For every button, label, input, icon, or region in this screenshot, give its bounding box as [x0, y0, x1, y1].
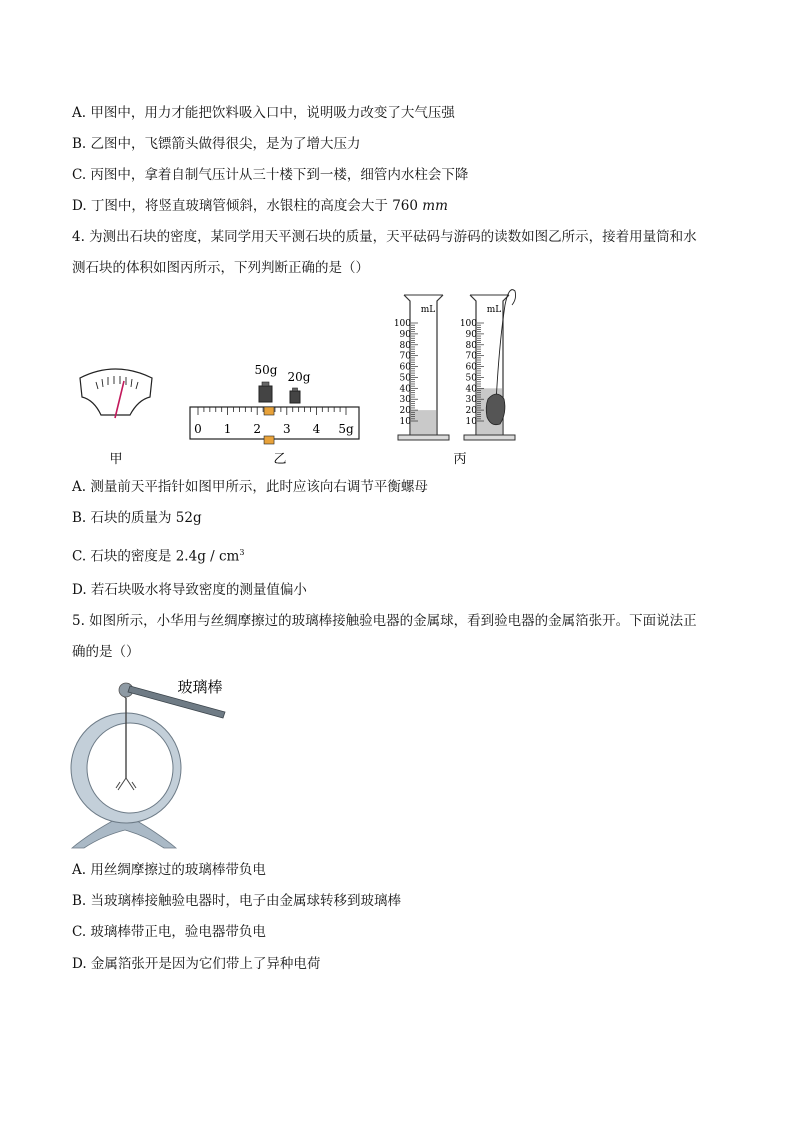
rider-top	[264, 407, 274, 415]
cylinder-tick-label: 20	[465, 406, 477, 417]
q5-option-c: C. 玻璃棒带正电，验电器带负电	[72, 924, 266, 940]
cylinder-tick-label: 50	[399, 373, 411, 384]
cylinder-tick-label: 100	[393, 319, 411, 329]
rider-bottom	[264, 436, 274, 444]
q5-option-d: D. 金属箔张开是因为它们带上了异种电荷	[72, 956, 321, 972]
q3-option-a: A. 甲图中，用力才能把饮料吸入口中，说明吸力改变了大气压强	[72, 105, 455, 121]
q5-stem-line1: 5. 如图所示，小华用与丝绸摩擦过的玻璃棒接触验电器的金属球，看到验电器的金属箔张开。下面说法正	[72, 613, 697, 629]
scale-tick-label: 1	[223, 422, 232, 436]
rider-scale	[190, 407, 359, 439]
cylinder-tick-label: 40	[465, 384, 477, 395]
cylinder-tick-label: 50	[465, 373, 477, 384]
q3-option-d-text: D. 丁图中，将竖直玻璃管倾斜，水银柱的高度会大于 760	[72, 198, 418, 214]
scale-tick-label: 0	[194, 422, 202, 436]
figure-label-bing: 丙	[453, 452, 467, 467]
scale-tick-label: 5g	[338, 422, 354, 436]
cylinder-tick-label: 30	[465, 395, 477, 406]
q4-option-b: B. 石块的质量为 52g	[72, 510, 202, 526]
scale-tick-label: 3	[282, 422, 291, 436]
q3-option-b: B. 乙图中，飞镖箭头做得很尖，是为了增大压力	[72, 136, 361, 152]
cylinder1-tick-labels	[394, 319, 411, 427]
cylinder-tick-label: 60	[465, 362, 477, 373]
cylinder-tick-label: 20	[399, 406, 411, 417]
scale-tick-label: 4	[312, 422, 321, 436]
q4-stem-line1: 4. 为测出石块的密度，某同学用天平测石块的质量，天平砝码与游码的读数如图乙所示，接着用量筒和水	[72, 229, 697, 245]
cylinder-tick-label: 40	[399, 384, 411, 395]
cylinder-tick-label: 90	[399, 329, 411, 340]
stone	[486, 394, 505, 425]
q4-option-c-exponent: 3	[239, 548, 245, 557]
water-before	[411, 410, 436, 435]
q5-option-a: A. 用丝绸摩擦过的玻璃棒带负电	[72, 862, 266, 878]
weight-50g-label: 50g	[254, 363, 278, 377]
cylinder-tick-label: 10	[465, 417, 477, 427]
q3-option-d-unit: mm	[422, 198, 448, 214]
figure-label-yi: 乙	[273, 452, 287, 467]
q4-option-a: A. 测量前天平指针如图甲所示，此时应该向右调节平衡螺母	[72, 479, 428, 495]
q4-option-c	[72, 543, 244, 567]
cylinder1-unit: mL	[420, 305, 436, 315]
q4-option-d: D. 若石块吸水将导致密度的测量值偏小	[72, 582, 307, 598]
weight-20g	[290, 388, 300, 403]
q5-option-b: B. 当玻璃棒接触验电器时，电子由金属球转移到玻璃棒	[72, 893, 402, 909]
q3-option-c: C. 丙图中，拿着自制气压计从三十楼下到一楼，细管内水柱会下降	[72, 167, 469, 183]
cylinder-tick-label: 80	[399, 340, 411, 351]
cylinder-tick-label: 80	[465, 340, 477, 351]
balance-dial	[80, 369, 152, 418]
electroscope-figure	[60, 668, 320, 858]
cylinder-tick-label: 100	[459, 319, 477, 329]
q5-stem-line2: 确的是（）	[72, 644, 140, 660]
q3-option-d	[72, 196, 448, 216]
glass-rod-label: 玻璃棒	[177, 678, 223, 696]
weight-20g-label: 20g	[287, 370, 311, 384]
cylinder-tick-label: 60	[399, 362, 411, 373]
cylinder-tick-label: 10	[399, 417, 411, 427]
cylinder-tick-label: 70	[399, 351, 411, 362]
q4-figure	[0, 285, 794, 475]
cylinder2-tick-labels	[460, 319, 477, 427]
q4-option-c-text: C. 石块的密度是 2.4g / cm	[72, 548, 240, 565]
cylinder-tick-label: 90	[465, 329, 477, 340]
cylinder2-unit: mL	[486, 305, 502, 315]
scale-tick-label: 2	[253, 422, 262, 436]
cylinder-tick-label: 30	[399, 395, 411, 406]
electroscope-ring-inner	[87, 723, 173, 813]
q4-stem-line2: 测石块的体积如图丙所示，下列判断正确的是（）	[72, 260, 369, 276]
weight-50g	[259, 382, 272, 402]
cylinder-tick-label: 70	[465, 351, 477, 362]
figure-label-jia: 甲	[109, 452, 123, 467]
